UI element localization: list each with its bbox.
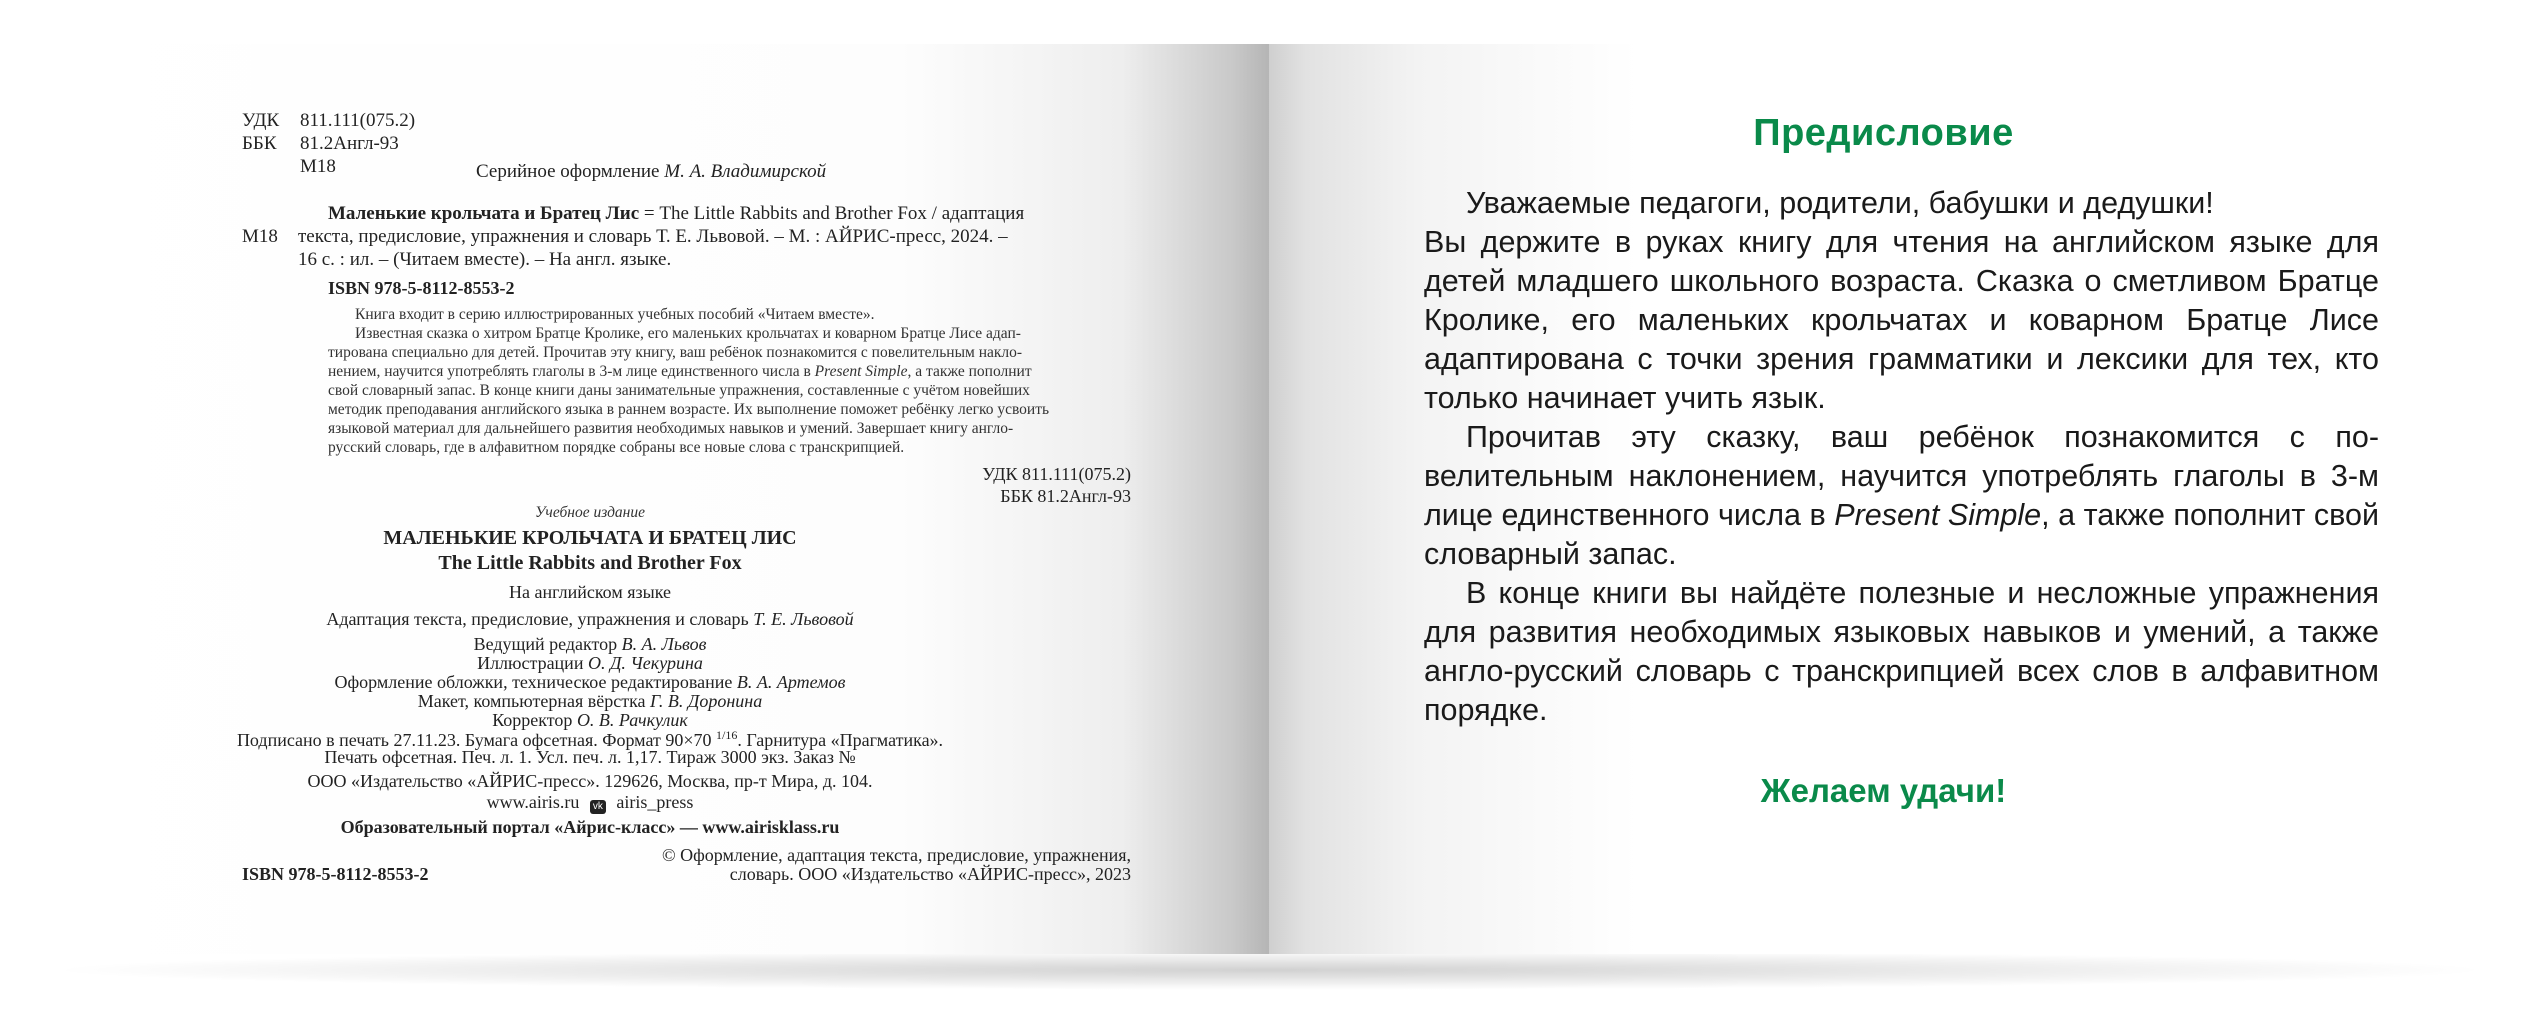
credit-name: В. А. Артемов [736, 672, 846, 692]
credit-role: Оформление обложки, техническое редактирование [334, 672, 733, 692]
annotation-line-5: свой словарный запас. В конце книги даны занимательные упражнения, составленные с учётом новейших [328, 382, 1030, 399]
annotation-line-4-tail: , а также пополнит [907, 363, 1032, 380]
language-note: На английском языке [509, 582, 671, 602]
udk-value: 811.111(075.2) [300, 110, 416, 131]
annotation-line-7: языковой материал для дальнейшего развития необходимых навыков и умений. Завершает книгу англо- [328, 420, 1014, 437]
good-luck-wish: Желаем удачи! [1760, 772, 2007, 809]
annotation-line-2: Известная сказка о хитром Братце Кролике, его маленьких крольчатах и коварном Братце Лисе адап- [355, 325, 1021, 342]
series-design-label: Серийное оформление [476, 161, 660, 182]
website-link[interactable]: www.airis.ru [486, 792, 580, 812]
udk-label: УДК [242, 110, 280, 131]
preface-paragraph: Вы держите в руках книгу для чтения на английском языке для детей младшего школьного возраста. Сказка о сметливом Братце Кролике, его маленьких крольчатах и коварном Братце Лисе адаптирована с точки зрения грамматики и лексики для тех, кто только начинает учить язык. [1424, 225, 2379, 415]
bbk-right: ББК 81.2Англ-93 [1000, 486, 1131, 506]
p3-b: , а также пополнит свой словарный запас. [1424, 498, 2379, 571]
credit-role: Иллюстрации [477, 653, 584, 673]
credit-name: О. В. Рачкулик [576, 710, 688, 730]
bbk-value: 81.2Англ-93 [300, 133, 399, 154]
p3-present-simple: Present Simple [1834, 498, 2042, 532]
author-sign: М18 [300, 156, 336, 177]
print-line-1-b: . Гарнитура «Прагматика». [737, 730, 944, 750]
annotation-line-3: тирована специально для детей. Прочитав эту книгу, ваш ребёнок познакомится с повелительным накло- [328, 344, 1023, 361]
preface-paragraph [1424, 418, 2379, 574]
publisher-line: ООО «Издательство «АЙРИС-пресс». 129626, Москва, пр-т Мира, д. 104. [307, 771, 873, 791]
annotation-line-1: Книга входит в серию иллюстрированных учебных пособий «Читаем вместе». [355, 306, 875, 323]
adaptation-label: Адаптация текста, предисловие, упражнения и словарь [326, 609, 749, 629]
print-line-2: Печать офсетная. Печ. л. 1. Усл. печ. л. 1,17. Тираж 3000 экз. Заказ № [324, 747, 856, 767]
left-page [40, 44, 1269, 954]
main-title-ru: МАЛЕНЬКИЕ КРОЛЬЧАТА И БРАТЕЦ ЛИС [383, 527, 797, 549]
credit-name: В. А. Львов [621, 634, 707, 654]
bib-line-1-rest: = The Little Rabbits and Brother Fox / адаптация [643, 203, 1025, 224]
credit-line [40, 653, 1140, 674]
copyright-line-2: словарь. ООО «Издательство «АЙРИС-пресс», 2023 [729, 864, 1131, 884]
book-shadow [40, 950, 2500, 990]
p3-a: Прочитав эту сказку, ваш ребёнок познакомится с повелительным наклонением, научится употреблять глаголы в 3-м лице единственного числа в [1424, 420, 2379, 532]
bib-line-2: текста, предисловие, упражнения и словарь Т. Е. Львовой. – М. : АЙРИС-пресс, 2024. – [298, 226, 1008, 247]
print-line-1-a: Подписано в печать 27.11.23. Бумага офсетная. Формат 90×70 [236, 730, 712, 750]
annotation-line-6: методик преподавания английского языка в раннем возрасте. Их выполнение поможет ребёнку легко усвоить [328, 401, 1050, 418]
annotation-line-4-a: нением, научится употреблять глаголы в 3-м лице единственного числа в [328, 363, 811, 380]
main-title-en: The Little Rabbits and Brother Fox [438, 552, 742, 574]
annotation-line-4 [328, 363, 1032, 381]
credit-line [40, 672, 1140, 693]
copyright-line-1: © Оформление, адаптация текста, предисловие, упражнения, [661, 845, 1131, 865]
annotation-line-8: русский словарь, где в алфавитном порядке собраны все новые слова с транскрипцией. [328, 439, 905, 456]
preface-title: Предисловие [1753, 112, 2014, 154]
bib-title: Маленькие крольчата и Братец Лис [328, 203, 640, 224]
edition-type: Учебное издание [535, 504, 645, 521]
annotation-present-simple: Present Simple [814, 363, 908, 380]
credit-role: Макет, компьютерная вёрстка [417, 691, 646, 711]
adaptation-name: Т. Е. Львовой [753, 609, 854, 629]
isbn-top: ISBN 978-5-8112-8553-2 [328, 278, 515, 298]
credit-name: О. Д. Чекурина [587, 653, 703, 673]
vk-icon: vk [590, 800, 606, 814]
series-design-name: М. А. Владимирской [664, 161, 827, 182]
format-fraction: 1/16 [716, 728, 738, 742]
credit-line [40, 691, 1140, 712]
series-design [476, 161, 826, 183]
bib-sign: М18 [242, 226, 278, 247]
bbk-label: ББК [242, 133, 277, 154]
credit-role: Ведущий редактор [473, 634, 618, 654]
credit-role: Корректор [492, 710, 573, 730]
preface-paragraph: В конце книги вы найдёте полезные и несложные упражнения для развития необходимых языковых навыков и умений, а также англо-русский словарь с транскрипцией всех слов в алфавитном порядке. [1424, 576, 2379, 727]
preface-paragraph: Уважаемые педагоги, родители, бабушки и дедушки! [1466, 186, 2214, 220]
preface-body [1424, 184, 2379, 730]
vk-handle[interactable]: airis_press [616, 792, 694, 812]
udk-right: УДК 811.111(075.2) [982, 464, 1131, 484]
portal-line: Образовательный портал «Айрис-класс» — www.airisklass.ru [340, 817, 840, 837]
open-book [40, 44, 2498, 954]
adaptation-line [40, 609, 1140, 630]
right-page [1269, 44, 2498, 954]
credit-name: Г. В. Доронина [650, 691, 763, 711]
bib-line-3: 16 с. : ил. – (Читаем вместе). – На англ. языке. [298, 249, 672, 270]
isbn-bottom: ISBN 978-5-8112-8553-2 [242, 864, 429, 884]
bib-line-1 [328, 203, 1024, 225]
credit-line [40, 634, 1140, 655]
web-line [40, 792, 1140, 814]
